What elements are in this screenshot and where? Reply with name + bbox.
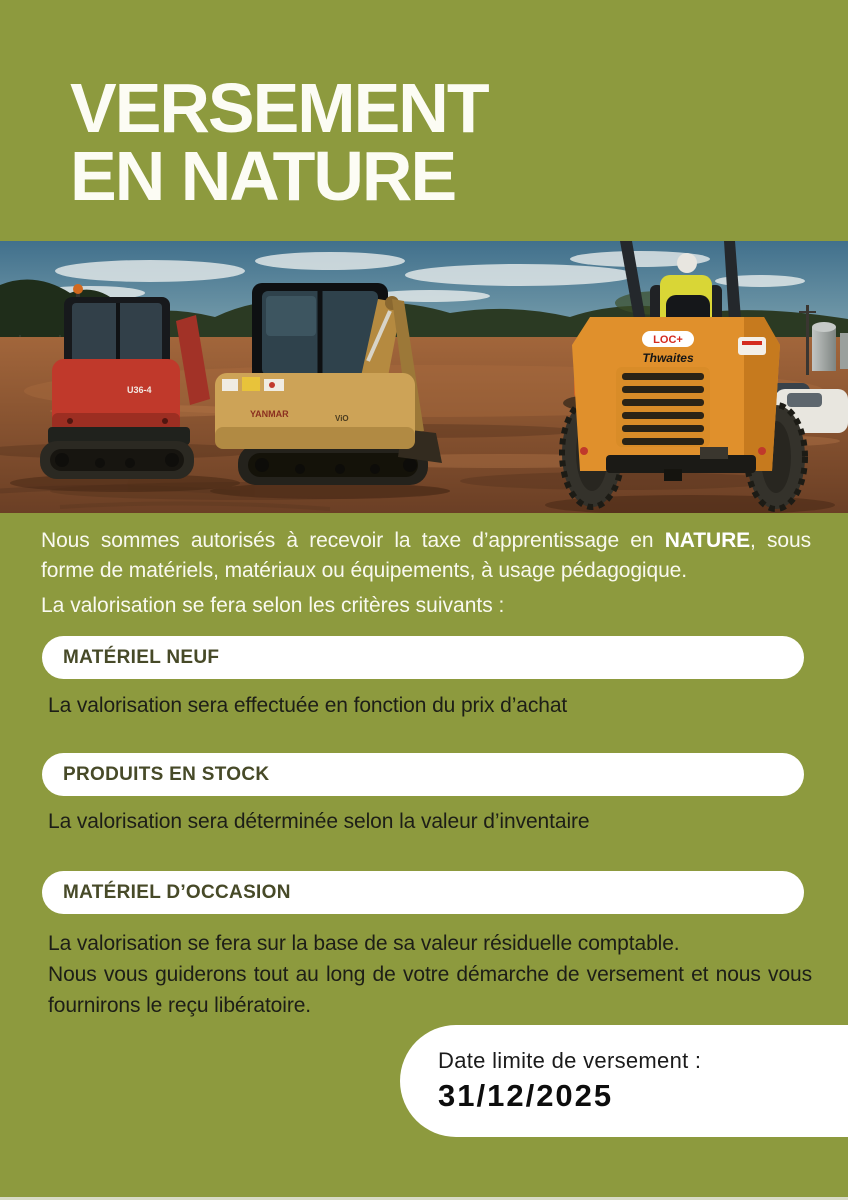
intro-paragraph xyxy=(41,526,811,586)
section-description-produits-en-stock: La valorisation sera déterminée selon la valeur d’inventaire xyxy=(48,810,590,833)
page-title xyxy=(70,69,488,215)
deadline-box xyxy=(400,1025,848,1137)
right-machine-brand-sticker: LOC+ xyxy=(653,334,683,346)
intro-text-before: Nous sommes autorisés à recevoir la taxe d’apprentissage en xyxy=(41,529,665,552)
section-label-materiel-occasion: MATÉRIEL D’OCCASION xyxy=(63,881,291,903)
title-line-2: EN NATURE xyxy=(70,137,456,215)
title-line-1: VERSEMENT xyxy=(70,69,488,147)
section-description-line-2: Nous vous guiderons tout au long de votre démarche de versement et nous vous fournirons le reçu libératoire. xyxy=(48,963,812,1017)
section-label-materiel-neuf: MATÉRIEL NEUF xyxy=(63,646,220,668)
left-machine-label: U36-4 xyxy=(127,385,152,395)
right-machine-label: Thwaites xyxy=(642,351,694,365)
criteria-intro: La valorisation se fera selon les critères suivants : xyxy=(41,594,505,617)
middle-machine-model: ViO xyxy=(335,414,349,423)
section-pill-materiel-occasion xyxy=(42,871,804,914)
section-pill-produits-en-stock xyxy=(42,753,804,796)
deadline-label: Date limite de versement : xyxy=(438,1048,702,1073)
section-label-produits-en-stock: PRODUITS EN STOCK xyxy=(63,763,270,785)
middle-machine-label: YANMAR xyxy=(250,409,289,419)
deadline-date: 31/12/2025 xyxy=(438,1078,614,1113)
section-pill-materiel-neuf xyxy=(42,636,804,679)
hero-photo xyxy=(0,241,848,513)
intro-bold-word: NATURE xyxy=(664,529,751,552)
intro-text-after: , sous forme de matériels, matériaux ou équipements, à usage pédagogique. xyxy=(41,529,811,582)
section-description-materiel-neuf: La valorisation sera effectuée en fonction du prix d’achat xyxy=(48,694,568,717)
section-description-group-materiel-occasion xyxy=(48,928,812,1021)
worker-helmet xyxy=(677,253,697,273)
section-description-line-1: La valorisation se fera sur la base de sa valeur résiduelle comptable. xyxy=(48,932,680,955)
construction-site-illustration xyxy=(0,241,848,513)
